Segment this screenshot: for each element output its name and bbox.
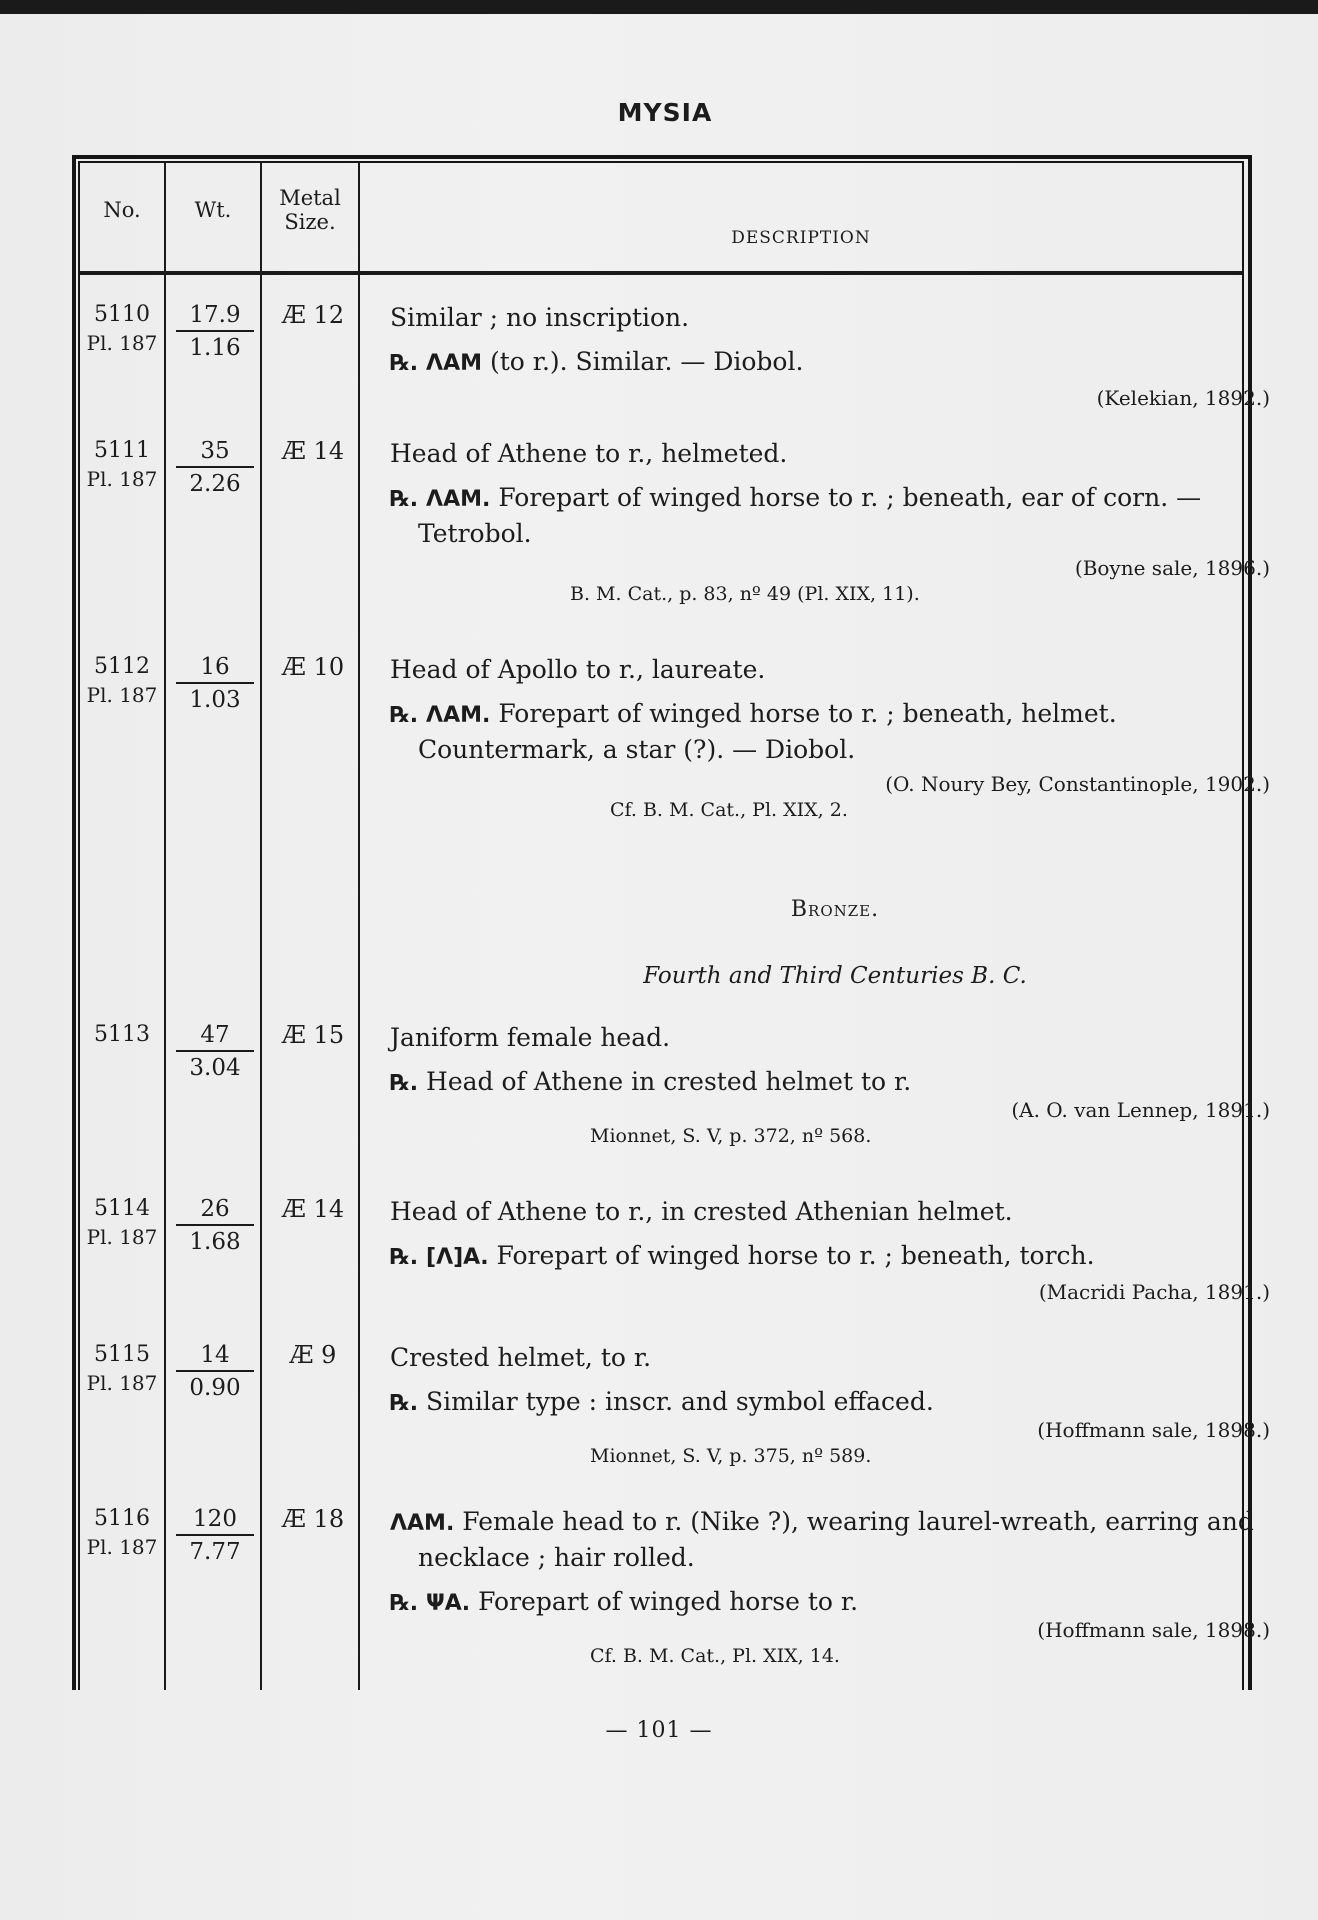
provenance: (Hoffmann sale, 1898.) [1037,1418,1270,1442]
plate-ref: Pl. 187 [86,683,158,707]
reverse-symbol: ℞. [390,1071,419,1096]
reverse-legend: ΛΑΜ. [426,487,491,512]
entry-number: 5115 [94,1342,150,1367]
obverse-line [390,1505,1280,1575]
reference: B. M. Cat., p. 83, nº 49 (Pl. XIX, 11). [570,583,920,605]
reverse-line [390,697,1280,767]
reverse-text: Forepart of winged horse to r. ; beneath, torch. [496,1241,1095,1270]
reverse-text: (to r.). Similar. — Diobol. [489,347,804,376]
obverse-text: Head of Athene to r., helmeted. [390,439,788,468]
header-wt: Wt. [194,198,232,222]
provenance: (Kelekian, 1892.) [1096,386,1270,410]
col-divider-metal [358,161,360,1690]
weight-grams: 0.90 [189,1375,241,1401]
description-cell [390,653,1280,823]
obverse-text: Similar ; no inscription. [390,303,690,332]
weight-grains: 47 [176,1021,254,1052]
reverse-line [390,345,1280,381]
weight-cell [172,1021,258,1082]
metal-size: Æ 15 [281,1021,345,1049]
reverse-line [390,481,1280,551]
header-rule [80,271,1242,275]
table-left-inner-border [78,161,80,1690]
description-cell [390,1195,1280,1305]
entry-number-cell [82,1195,162,1252]
page-number: — 101 — [605,1718,713,1743]
entry-number: 5111 [94,438,150,463]
obverse-text: Crested helmet, to r. [390,1343,652,1372]
reverse-line [390,1585,1280,1621]
section-heading-period: Fourth and Third Centuries B. C. [643,963,1027,989]
page-title: MYSIA [617,98,713,127]
description-cell [390,1341,1280,1469]
catalogue-table [72,155,1270,1690]
entry-number: 5112 [94,654,150,679]
description-cell [390,1021,1280,1149]
reverse-legend: ΨΑ. [426,1591,471,1616]
entry-number: 5110 [94,302,150,327]
metal-size: Æ 18 [281,1505,345,1533]
provenance: (Boyne sale, 1896.) [1074,556,1270,580]
metal-size: Æ 14 [281,437,345,465]
weight-cell [172,1195,258,1256]
scan-edge-shadow [0,0,1318,14]
entry-number: 5114 [94,1196,150,1221]
entry-number-cell [82,437,162,494]
metal-size: Æ 14 [281,1195,345,1223]
reverse-text: Similar type : inscr. and symbol effaced. [426,1387,934,1416]
reverse-line [390,1065,1280,1101]
reverse-symbol: ℞. [390,703,419,728]
reverse-legend: ΛΑΜ [426,351,482,376]
reverse-line [390,1385,1280,1421]
entry-number-cell [82,1021,162,1049]
description-cell [390,437,1280,607]
weight-grains: 14 [176,1341,254,1372]
description-cell [390,301,1280,411]
reverse-legend: ΛΑΜ. [426,703,491,728]
plate-ref: Pl. 187 [86,331,158,355]
weight-grains: 26 [176,1195,254,1226]
reverse-line [390,1239,1280,1275]
table-left-border [72,155,76,1690]
reverse-text: Forepart of winged horse to r. ; beneath, helmet. Countermark, a star (?). — Diobol. [418,699,1117,764]
reference: Cf. B. M. Cat., Pl. XIX, 2. [610,799,848,821]
header-metal-size [262,155,358,265]
weight-grains: 16 [176,653,254,684]
weight-grams: 7.77 [189,1539,241,1565]
reverse-text: Forepart of winged horse to r. ; beneath, ear of corn. — Tetrobol. [418,483,1202,548]
section-heading-bronze: Bronze. [790,897,880,922]
reference: Mionnet, S. V, p. 372, nº 568. [590,1125,872,1147]
plate-ref: Pl. 187 [86,1371,158,1395]
header-no: No. [103,198,141,222]
col-divider-wt [260,161,262,1690]
description-cell [390,1505,1280,1669]
entry-number: 5116 [94,1506,150,1531]
reverse-symbol: ℞. [390,1391,419,1416]
entry-number-cell [82,301,162,358]
provenance: (A. O. van Lennep, 1891.) [1011,1098,1270,1122]
obverse-text: Head of Apollo to r., laureate. [390,655,766,684]
weight-grams: 1.16 [189,335,241,361]
entry-number-cell [82,653,162,710]
obverse-text: Janiform female head. [390,1023,671,1052]
reverse-symbol: ℞. [390,487,419,512]
reverse-legend: [Λ]Α. [426,1245,489,1270]
weight-grams: 2.26 [189,471,241,497]
obverse-text: Female head to r. (Nike ?), wearing laurel-wreath, earring and necklace ; hair rolled. [418,1507,1254,1572]
weight-grams: 1.68 [189,1229,241,1255]
entry-number: 5113 [94,1022,150,1047]
weight-grains: 120 [176,1505,254,1536]
plate-ref: Pl. 187 [86,1535,158,1559]
provenance: (O. Noury Bey, Constantinople, 1902.) [885,772,1270,796]
weight-cell [172,653,258,714]
reverse-text: Forepart of winged horse to r. [478,1587,859,1616]
obverse-legend: ΛΑΜ. [390,1511,455,1536]
reverse-symbol: ℞. [390,1591,419,1616]
metal-size: Æ 9 [289,1341,337,1369]
metal-size: Æ 12 [281,301,345,329]
weight-grams: 1.03 [189,687,241,713]
header-metal-size-text: Metal Size. [279,186,341,234]
reverse-symbol: ℞. [390,1245,419,1270]
weight-cell [172,1341,258,1402]
plate-ref: Pl. 187 [86,467,158,491]
metal-size: Æ 10 [281,653,345,681]
entry-number-cell [82,1341,162,1398]
reference: Mionnet, S. V, p. 375, nº 589. [590,1445,872,1467]
weight-cell [172,437,258,498]
entry-number-cell [82,1505,162,1562]
provenance: (Macridi Pacha, 1891.) [1038,1280,1270,1304]
reverse-symbol: ℞. [390,351,419,376]
weight-cell [172,301,258,362]
obverse-text: Head of Athene to r., in crested Athenian helmet. [390,1197,1013,1226]
reverse-text: Head of Athene in crested helmet to r. [426,1067,912,1096]
header-description: DESCRIPTION [731,228,871,248]
weight-cell [172,1505,258,1566]
plate-ref: Pl. 187 [86,1225,158,1249]
col-divider-no [164,161,166,1690]
weight-grains: 35 [176,437,254,468]
provenance: (Hoffmann sale, 1898.) [1037,1618,1270,1642]
reference: Cf. B. M. Cat., Pl. XIX, 14. [590,1645,840,1667]
weight-grams: 3.04 [189,1055,241,1081]
weight-grains: 17.9 [176,301,254,332]
